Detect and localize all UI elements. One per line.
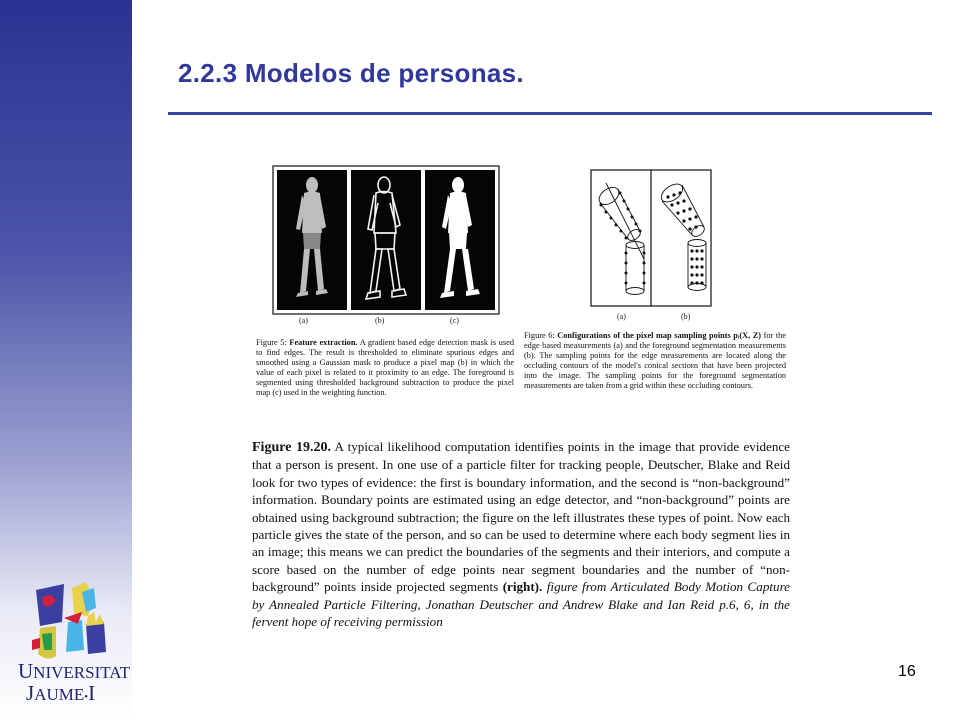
caption-lead: Figure 6: [524,331,555,340]
caption-bold: Feature extraction. [289,338,358,347]
figure-5-caption [256,338,514,398]
right-emphasis: (right). [502,579,543,595]
logo-text-line2: JAUME•I [26,681,96,705]
figure-description [252,438,790,630]
panel-right-label-b: (b) [681,312,691,321]
page-number: 16 [898,663,916,680]
slide-title: 2.2.3 Modelos de personas. [178,58,524,88]
figure-images [254,163,794,333]
caption-rest: for the edge based measurements (a) and the foreground segmentation measurements (b). The sampling points for the edge measurements are located along the occluding contours of the model's conical sections that have been projected into the image. The sampling points for the foreground segmentation measurements are taken from a grid within these occluding contours. [524,331,786,390]
panel-label-b: (b) [375,316,385,325]
figure-number: Figure 19.20. [252,440,331,455]
panel-label-c: (c) [450,316,459,325]
figure-6-caption [524,331,786,391]
caption-rest: A gradient based edge detection mask is used to find edges. The result is thresholded to eliminate spurious edges and smoothed using a Gaussian mask to produce a pixel map (b) in which the value of each pixel is related to it proximity to an edge. The foreground is segmented using thresholded background subtraction to produce the pixel map (c) used in the weighting function. [256,338,514,397]
logo-text-line1: UNIVERSITAT [18,659,131,683]
title-underline [168,112,932,115]
panel-label-a: (a) [299,316,308,325]
caption-lead: Figure 5: [256,338,287,347]
panel-right-label-a: (a) [617,312,626,321]
university-logo [12,578,162,708]
description-text: A typical likelihood computation identifies points in the image that provide evidence that a person is present. In one use of a particle filter for tracking people, Deutscher, Blake and Reid look for two types of evidence: the first is boundary information, and the second is “non-background” information. Boundary points are estimated using an edge detector, and “non-background” points are obtained using background subtraction; the figure on the left illustrates these types of point. Now each particle gives the state of the person, and so can be used to determine where each body segment lies in an image; this means we can predict the boundaries of the segments and their interiors, and compute a score based on the number of edge points near segment boundaries and the number of “non-background” points inside projected segments [252,439,790,595]
caption-bold: Configurations of the pixel map sampling points pᵢ(X, Z) [557,331,762,340]
citation-text: figure from Articulated Body Motion Capture by Annealed Particle Filtering, Jonathan Deutscher and Andrew Blake and Ian Reid p.6, 6, in the fervent hope of receiving permission [252,579,790,630]
